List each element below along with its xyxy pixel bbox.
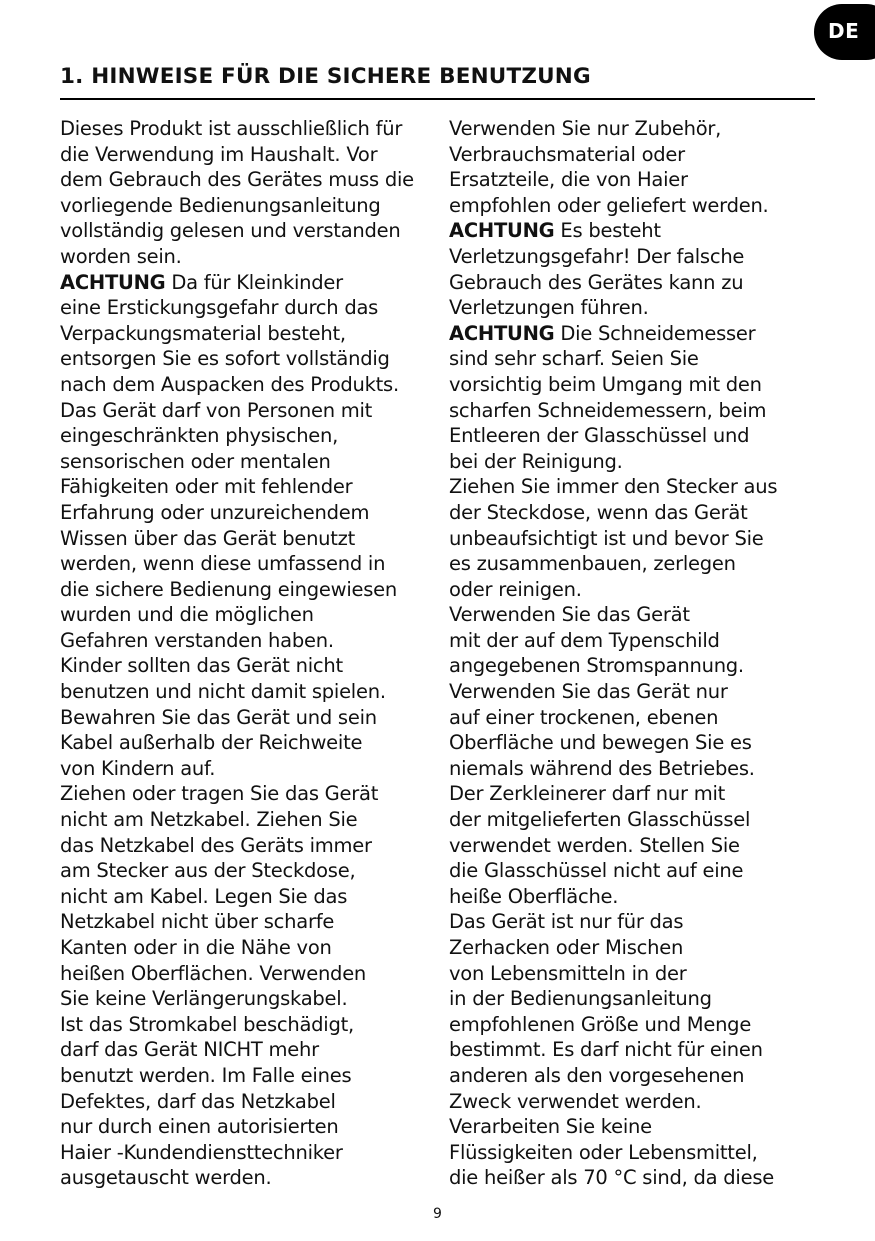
text-line	[60, 1037, 445, 1063]
line-text: Netzkabel nicht über scharfe	[60, 910, 335, 934]
line-text: entsorgen Sie es sofort vollständig	[60, 347, 390, 371]
text-line	[449, 1012, 829, 1038]
line-text: dem Gebrauch des Gerätes muss die	[60, 168, 414, 192]
text-line	[60, 1114, 445, 1140]
text-line	[60, 935, 445, 961]
text-line	[449, 449, 829, 475]
text-line	[60, 986, 445, 1012]
line-text: die Verwendung im Haushalt. Vor	[60, 142, 378, 166]
line-text: verwendet werden. Stellen Sie	[449, 833, 740, 857]
text-line	[449, 781, 829, 807]
text-line	[60, 270, 445, 296]
line-text: unbeaufsichtigt ist und bevor Sie	[449, 526, 764, 550]
line-text: Verbrauchsmaterial oder	[449, 142, 685, 166]
line-text: Ziehen Sie immer den Stecker aus	[449, 475, 778, 499]
text-line	[449, 270, 829, 296]
text-line	[449, 807, 829, 833]
language-label: DE	[828, 19, 860, 43]
line-text: Entleeren der Glasschüssel und	[449, 424, 750, 448]
line-text: vorsichtig beim Umgang mit den	[449, 372, 762, 396]
text-line	[60, 116, 445, 142]
text-line	[60, 372, 445, 398]
text-line	[449, 142, 829, 168]
line-text: der mitgelieferten Glasschüssel	[449, 808, 751, 832]
text-line	[449, 1089, 829, 1115]
text-line	[449, 833, 829, 859]
line-text: worden sein.	[60, 244, 182, 268]
line-text: Verpackungsmaterial besteht,	[60, 321, 346, 345]
section-heading: 1. HINWEISE FÜR DIE SICHERE BENUTZUNG	[60, 64, 591, 89]
line-text: Ziehen oder tragen Sie das Gerät	[60, 782, 379, 806]
text-line	[60, 526, 445, 552]
text-line	[60, 1140, 445, 1166]
line-text: angegebenen Stromspannung.	[449, 654, 744, 678]
line-text: nicht am Kabel. Legen Sie das	[60, 884, 348, 908]
text-line	[60, 1063, 445, 1089]
text-line	[449, 653, 829, 679]
line-text: darf das Gerät NICHT mehr	[60, 1038, 319, 1062]
line-text: Das Gerät ist nur für das	[449, 910, 684, 934]
text-line	[60, 244, 445, 270]
text-line	[60, 218, 445, 244]
line-text: vorliegende Bedienungsanleitung	[60, 193, 381, 217]
text-line	[449, 346, 829, 372]
text-line	[449, 167, 829, 193]
text-line	[60, 602, 445, 628]
text-line	[60, 1165, 445, 1191]
line-text: benutzen und nicht damit spielen.	[60, 680, 386, 704]
text-line	[449, 372, 829, 398]
line-text: Wissen über das Gerät benutzt	[60, 526, 356, 550]
line-text: Der Zerkleinerer darf nur mit	[449, 782, 726, 806]
text-line	[449, 244, 829, 270]
text-line	[60, 781, 445, 807]
text-line	[449, 730, 829, 756]
text-line	[449, 679, 829, 705]
text-line	[60, 833, 445, 859]
line-text: Die Schneidemesser	[554, 321, 756, 345]
text-line	[60, 858, 445, 884]
text-line	[449, 295, 829, 321]
text-line	[449, 602, 829, 628]
line-text: ausgetauscht werden.	[60, 1166, 272, 1190]
text-line	[449, 909, 829, 935]
line-text: Kabel außerhalb der Reichweite	[60, 731, 363, 755]
text-line	[60, 679, 445, 705]
text-line	[60, 193, 445, 219]
line-text: auf einer trockenen, ebenen	[449, 705, 719, 729]
text-line	[449, 1140, 829, 1166]
line-text: Flüssigkeiten oder Lebensmittel,	[449, 1140, 758, 1164]
text-line	[60, 551, 445, 577]
page-number: 9	[433, 1206, 442, 1222]
line-text: Oberfläche und bewegen Sie es	[449, 731, 752, 755]
text-line	[60, 500, 445, 526]
line-text: Verarbeiten Sie keine	[449, 1115, 652, 1139]
warning-label: ACHTUNG	[449, 219, 555, 243]
text-line	[449, 218, 829, 244]
text-line	[449, 321, 829, 347]
text-line	[60, 321, 445, 347]
line-text: nur durch einen autorisierten	[60, 1115, 339, 1139]
text-line	[449, 551, 829, 577]
text-line	[60, 628, 445, 654]
text-line	[449, 756, 829, 782]
text-line	[449, 961, 829, 987]
left-text-column	[60, 116, 445, 1191]
line-text: am Stecker aus der Steckdose,	[60, 859, 356, 883]
warning-label: ACHTUNG	[449, 321, 555, 345]
text-line	[449, 935, 829, 961]
line-text: Es besteht	[554, 219, 661, 243]
line-text: Gefahren verstanden haben.	[60, 628, 334, 652]
line-text: Zerhacken oder Mischen	[449, 936, 684, 959]
text-line	[60, 398, 445, 424]
line-text: Defektes, darf das Netzkabel	[60, 1089, 336, 1113]
line-text: werden, wenn diese umfassend in	[60, 552, 386, 576]
text-line	[449, 500, 829, 526]
line-text: Verletzungen führen.	[449, 296, 649, 320]
line-text: Sie keine Verlängerungskabel.	[60, 987, 348, 1011]
line-text: anderen als den vorgesehenen	[449, 1063, 745, 1087]
text-line	[449, 1037, 829, 1063]
text-line	[449, 1114, 829, 1140]
line-text: eingeschränkten physischen,	[60, 424, 339, 448]
line-text: die sichere Bedienung eingewiesen	[60, 577, 398, 601]
text-line	[60, 1089, 445, 1115]
text-line	[449, 705, 829, 731]
line-text: mit der auf dem Typenschild	[449, 628, 720, 652]
line-text: eine Erstickungsgefahr durch das	[60, 296, 379, 320]
text-line	[60, 167, 445, 193]
warning-label: ACHTUNG	[60, 270, 166, 294]
line-text: die heißer als 70 °C sind, da diese	[449, 1166, 774, 1190]
text-line	[60, 756, 445, 782]
text-line	[60, 884, 445, 910]
text-line	[60, 449, 445, 475]
text-line	[60, 961, 445, 987]
line-text: nicht am Netzkabel. Ziehen Sie	[60, 808, 358, 832]
line-text: sind sehr scharf. Seien Sie	[449, 347, 699, 371]
line-text: Verwenden Sie das Gerät	[449, 603, 690, 627]
text-line	[60, 577, 445, 603]
line-text: empfohlenen Größe und Menge	[449, 1012, 752, 1036]
line-text: heißen Oberflächen. Verwenden	[60, 961, 367, 985]
line-text: niemals während des Betriebes.	[449, 756, 755, 780]
line-text: die Glasschüssel nicht auf eine	[449, 859, 744, 883]
line-text: empfohlen oder geliefert werden.	[449, 193, 769, 217]
text-line	[60, 705, 445, 731]
line-text: Kinder sollten das Gerät nicht	[60, 654, 343, 678]
right-text-column	[449, 116, 829, 1191]
text-line	[449, 577, 829, 603]
heading-divider	[60, 98, 815, 100]
text-line	[60, 474, 445, 500]
line-text: in der Bedienungsanleitung	[449, 987, 712, 1011]
text-line	[60, 807, 445, 833]
text-line	[449, 116, 829, 142]
line-text: Ersatzteile, die von Haier	[449, 168, 688, 192]
line-text: oder reinigen.	[449, 577, 582, 601]
line-text: Gebrauch des Gerätes kann zu	[449, 270, 744, 294]
line-text: von Lebensmitteln in der	[449, 961, 687, 985]
line-text: Bewahren Sie das Gerät und sein	[60, 705, 377, 729]
text-line	[60, 423, 445, 449]
line-text: sensorischen oder mentalen	[60, 449, 331, 473]
line-text: es zusammenbauen, zerlegen	[449, 552, 736, 576]
line-text: Fähigkeiten oder mit fehlender	[60, 475, 353, 499]
text-line	[449, 986, 829, 1012]
text-line	[449, 398, 829, 424]
line-text: Verwenden Sie das Gerät nur	[449, 680, 728, 704]
line-text: Erfahrung oder unzureichendem	[60, 500, 370, 524]
line-text: bei der Reinigung.	[449, 449, 623, 473]
text-line	[449, 628, 829, 654]
line-text: Kanten oder in die Nähe von	[60, 936, 332, 959]
line-text: das Netzkabel des Geräts immer	[60, 833, 372, 857]
text-line	[60, 295, 445, 321]
text-line	[449, 423, 829, 449]
line-text: Verwenden Sie nur Zubehör,	[449, 117, 722, 140]
text-line	[449, 526, 829, 552]
text-line	[449, 858, 829, 884]
text-line	[60, 909, 445, 935]
text-line	[449, 1063, 829, 1089]
line-text: der Steckdose, wenn das Gerät	[449, 500, 748, 524]
line-text: Haier -Kundendiensttechniker	[60, 1140, 343, 1164]
line-text: scharfen Schneidemessern, beim	[449, 398, 767, 422]
text-line	[449, 474, 829, 500]
text-line	[449, 1165, 829, 1191]
line-text: bestimmt. Es darf nicht für einen	[449, 1038, 763, 1062]
line-text: nach dem Auspacken des Produkts.	[60, 372, 399, 396]
text-line	[449, 884, 829, 910]
line-text: Zweck verwendet werden.	[449, 1089, 702, 1113]
line-text: heiße Oberfläche.	[449, 884, 619, 908]
text-line	[60, 653, 445, 679]
text-line	[60, 346, 445, 372]
line-text: wurden und die möglichen	[60, 603, 314, 627]
line-text: Dieses Produkt ist ausschließlich für	[60, 117, 403, 140]
line-text: benutzt werden. Im Falle eines	[60, 1063, 352, 1087]
text-line	[449, 193, 829, 219]
text-line	[60, 142, 445, 168]
line-text: Verletzungsgefahr! Der falsche	[449, 244, 745, 268]
line-text: vollständig gelesen und verstanden	[60, 219, 401, 243]
line-text: Da für Kleinkinder	[165, 270, 343, 294]
text-line	[60, 730, 445, 756]
text-line	[60, 1012, 445, 1038]
line-text: Das Gerät darf von Personen mit	[60, 398, 373, 422]
line-text: von Kindern auf.	[60, 756, 216, 780]
line-text: Ist das Stromkabel beschädigt,	[60, 1012, 354, 1036]
